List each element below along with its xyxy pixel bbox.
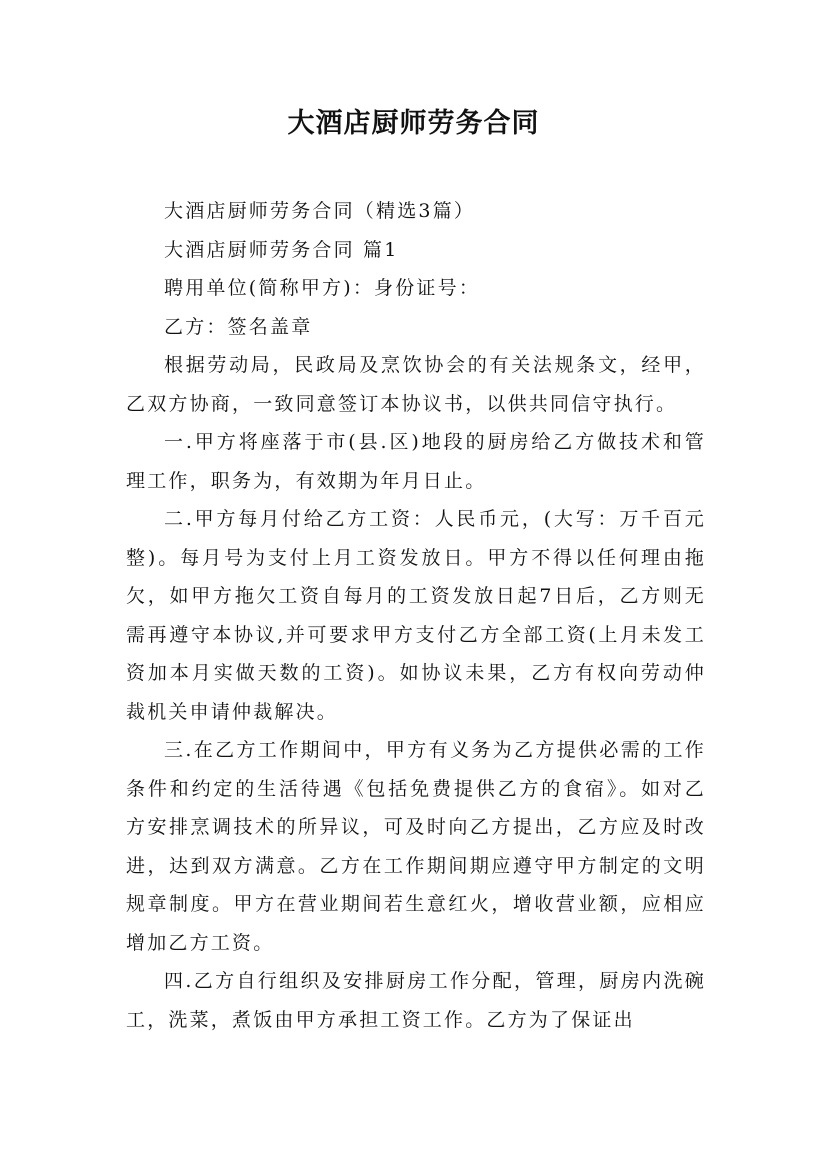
paragraph-preamble: 根据劳动局，民政局及烹饮协会的有关法规条文，经甲，乙双方协商，一致同意签订本协议书，以供共同信守执行。 <box>126 354 706 415</box>
paragraph-employer: 聘用单位(简称甲方)：身份证号： <box>164 277 481 299</box>
paragraph-subtitle: 大酒店厨师劳务合同（精选3篇） <box>164 200 476 222</box>
paragraph-party-b: 乙方：签名盖章 <box>164 315 313 338</box>
paragraph-section-heading: 大酒店厨师劳务合同 篇1 <box>164 238 399 261</box>
document-body <box>126 192 706 1039</box>
paragraph-clause-4: 四.乙方自行组织及安排厨房工作分配，管理，厨房内洗碗工，洗菜，煮饭由甲方承担工资工作。乙方为了保证出 <box>126 970 706 1031</box>
paragraph-clause-3: 三.在乙方工作期间中，甲方有义务为乙方提供必需的工作条件和约定的生活待遇《包括免费提供乙方的食宿》。如对乙方安排烹调技术的所异议，可及时向乙方提出，乙方应及时改进，达到双方满意。乙方在工作期间期应遵守甲方制定的文明规章制度。甲方在营业期间若生意红火，增收营业额，应相应增加乙方工资。 <box>126 739 706 954</box>
paragraph-clause-2: 二.甲方每月付给乙方工资：人民币元，(大写：万千百元整)。每月号为支付上月工资发放日。甲方不得以任何理由拖欠，如甲方拖欠工资自每月的工资发放日起7日后，乙方则无需再遵守本协议,并可要求甲方支付乙方全部工资(上月未发工资加本月实做天数的工资)。如协议未果，乙方有权向劳动仲裁机关申请仲裁解决。 <box>126 508 706 723</box>
paragraph-clause-1: 一.甲方将座落于市(县.区)地段的厨房给乙方做技术和管理工作，职务为，有效期为年月日止。 <box>126 431 706 492</box>
document-title: 大酒店厨师劳务合同 <box>287 108 540 139</box>
